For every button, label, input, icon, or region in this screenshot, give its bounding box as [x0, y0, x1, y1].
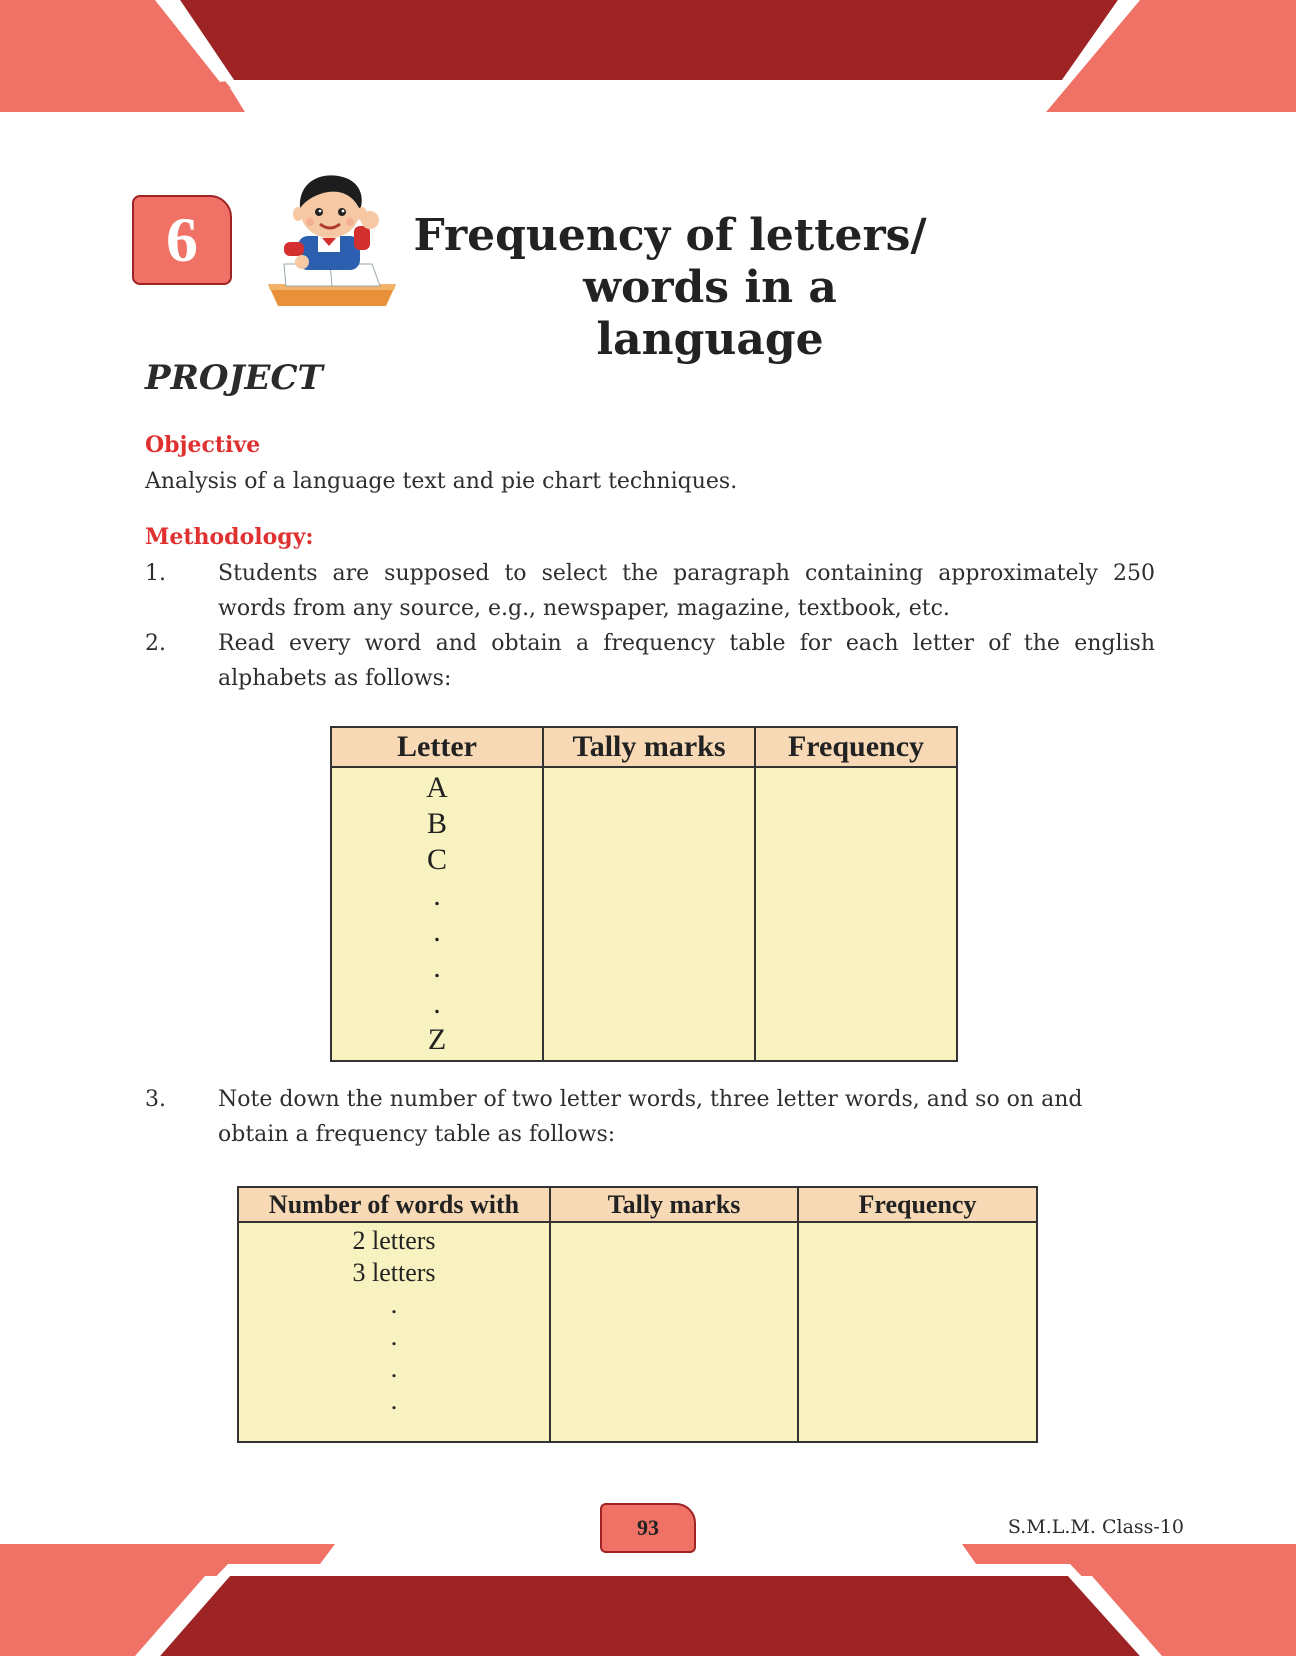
word-length-cell: .: [390, 1290, 398, 1319]
frequency-column: [798, 1222, 1037, 1442]
table-header-letter: Letter: [331, 727, 543, 767]
student-writing-illustration: [262, 166, 402, 312]
methodology-step-1: [145, 556, 1155, 626]
bottom-banner-decoration: [0, 1536, 1296, 1656]
step-text: Note down the number of two letter words, three letter words, and so on and obtain a frequency table as follows:: [218, 1087, 1083, 1147]
project-heading: PROJECT: [145, 358, 323, 398]
letter-cell: .: [433, 951, 441, 984]
table-header-frequency: Frequency: [755, 727, 957, 767]
word-length-cell: .: [390, 1354, 398, 1383]
table-header-tally: Tally marks: [543, 727, 755, 767]
word-length-frequency-table: [237, 1186, 1038, 1443]
word-length-cell: .: [390, 1322, 398, 1351]
step-text: Students are supposed to select the paragraph containing approximately 250 words from any source, e.g., newspaper, magazine, textbook, etc.: [218, 561, 1155, 621]
objective-text: Analysis of a language text and pie chart techniques.: [145, 469, 738, 494]
word-length-cell: .: [390, 1386, 398, 1415]
tally-marks-column: [550, 1222, 798, 1442]
letter-cell: .: [433, 879, 441, 912]
tally-marks-column: [543, 767, 755, 1061]
page-number-badge: 93: [600, 1503, 696, 1553]
frequency-column: [755, 767, 957, 1061]
letter-cell: B: [426, 807, 447, 840]
step-text: Read every word and obtain a frequency table for each letter of the english alphabets as follows:: [218, 631, 1155, 691]
table-row: [331, 767, 957, 1061]
table-header-tally: Tally marks: [550, 1187, 798, 1222]
word-length-column: [238, 1222, 550, 1442]
book-label: S.M.L.M. Class-10: [1007, 1516, 1184, 1538]
letter-cell: Z: [427, 1023, 447, 1056]
table-header-number-of-words: Number of words with: [238, 1187, 550, 1222]
chapter-title-line-1: Frequency of letters/: [413, 210, 927, 261]
letter-column: [331, 767, 543, 1061]
step-number: 2.: [145, 631, 166, 656]
letter-cell: A: [426, 771, 448, 804]
methodology-label: Methodology:: [145, 524, 314, 550]
step-number: 3.: [145, 1087, 166, 1112]
top-banner-decoration: [0, 0, 1296, 120]
table-row: [238, 1222, 1037, 1442]
letter-cell: .: [433, 987, 441, 1020]
letter-cell: .: [433, 915, 441, 948]
chapter-title-line-2: words in a language: [583, 262, 837, 365]
methodology-step-2: [145, 626, 1155, 696]
chapter-title: [400, 210, 940, 366]
letter-frequency-table: [330, 726, 958, 1062]
table-header-frequency: Frequency: [798, 1187, 1037, 1222]
methodology-step-3: [145, 1082, 1155, 1152]
objective-label: Objective: [145, 432, 261, 458]
letter-cell: C: [426, 843, 447, 876]
step-number: 1.: [145, 561, 166, 586]
chapter-number-badge: 6: [132, 195, 232, 285]
word-length-cell: 2 letters: [352, 1226, 436, 1255]
word-length-cell: 3 letters: [352, 1258, 436, 1287]
